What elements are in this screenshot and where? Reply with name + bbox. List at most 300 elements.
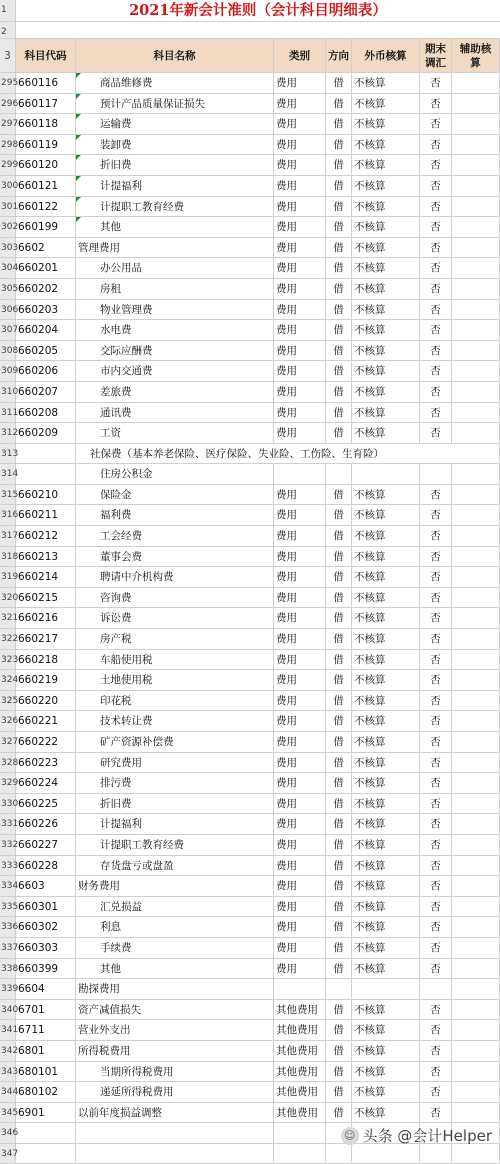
cell-direction[interactable]: 借: [326, 588, 352, 608]
cell-aux[interactable]: [452, 114, 500, 134]
cell-name[interactable]: 计提福利: [76, 176, 274, 196]
cell-aux[interactable]: [452, 608, 500, 628]
cell-period-end[interactable]: 否: [420, 1062, 452, 1082]
cell-period-end[interactable]: 否: [420, 547, 452, 567]
cell-fx-check[interactable]: 不核算: [352, 814, 420, 834]
cell-direction[interactable]: 借: [326, 670, 352, 690]
cell-period-end[interactable]: 否: [420, 382, 452, 402]
cell-code[interactable]: 660119: [16, 135, 76, 155]
cell-fx-check[interactable]: 不核算: [352, 341, 420, 361]
cell-direction[interactable]: 借: [326, 608, 352, 628]
cell-name[interactable]: 管理费用: [76, 238, 274, 258]
cell-category[interactable]: 费用: [274, 155, 326, 175]
cell-direction[interactable]: 借: [326, 753, 352, 773]
cell-fx-check[interactable]: 不核算: [352, 753, 420, 773]
cell-aux[interactable]: [452, 1041, 500, 1061]
cell-period-end[interactable]: 否: [420, 588, 452, 608]
cell-code[interactable]: 660118: [16, 114, 76, 134]
cell-direction[interactable]: 借: [326, 361, 352, 381]
row-number[interactable]: 335: [0, 897, 16, 917]
cell-name[interactable]: 其他: [76, 959, 274, 979]
cell-name[interactable]: 矿产资源补偿费: [76, 732, 274, 752]
cell-name[interactable]: 勘探费用: [76, 979, 274, 999]
cell-aux[interactable]: [452, 155, 500, 175]
row-number[interactable]: 344: [0, 1082, 16, 1102]
cell-period-end[interactable]: 否: [420, 650, 452, 670]
cell-code[interactable]: 660214: [16, 567, 76, 587]
row-number[interactable]: 321: [0, 608, 16, 628]
cell-aux[interactable]: [452, 176, 500, 196]
cell-name[interactable]: 预计产品质量保证损失: [76, 94, 274, 114]
cell-name[interactable]: 运输费: [76, 114, 274, 134]
cell-fx-check[interactable]: 不核算: [352, 1000, 420, 1020]
cell-period-end[interactable]: 否: [420, 1082, 452, 1102]
cell-code[interactable]: 6801: [16, 1041, 76, 1061]
cell-period-end[interactable]: 否: [420, 258, 452, 278]
cell-code[interactable]: 660226: [16, 814, 76, 834]
cell-category[interactable]: 费用: [274, 217, 326, 237]
cell-code[interactable]: 6711: [16, 1020, 76, 1040]
cell-code[interactable]: 6604: [16, 979, 76, 999]
cell-code[interactable]: [16, 1123, 76, 1143]
header-fx-check[interactable]: 外币核算: [352, 39, 420, 72]
cell-period-end[interactable]: 否: [420, 794, 452, 814]
cell-name[interactable]: 递延所得税费用: [76, 1082, 274, 1102]
cell-category[interactable]: 费用: [274, 917, 326, 937]
cell-direction[interactable]: 借: [326, 73, 352, 93]
cell-code[interactable]: 660302: [16, 917, 76, 937]
cell-period-end[interactable]: 否: [420, 959, 452, 979]
row-number[interactable]: 324: [0, 670, 16, 690]
cell-period-end[interactable]: 否: [420, 917, 452, 937]
row-number[interactable]: 306: [0, 300, 16, 320]
row-number[interactable]: 311: [0, 403, 16, 423]
cell-category[interactable]: 费用: [274, 485, 326, 505]
cell-fx-check[interactable]: 不核算: [352, 258, 420, 278]
cell-fx-check[interactable]: 不核算: [352, 176, 420, 196]
cell-aux[interactable]: [452, 197, 500, 217]
cell-fx-check[interactable]: 不核算: [352, 670, 420, 690]
cell-category[interactable]: 费用: [274, 361, 326, 381]
cell-aux[interactable]: [452, 938, 500, 958]
cell-direction[interactable]: 借: [326, 176, 352, 196]
row-number[interactable]: 304: [0, 258, 16, 278]
cell-direction[interactable]: 借: [326, 856, 352, 876]
cell-fx-check[interactable]: 不核算: [352, 711, 420, 731]
cell-code[interactable]: 660225: [16, 794, 76, 814]
cell-name[interactable]: 保险金: [76, 485, 274, 505]
cell-name[interactable]: 装卸费: [76, 135, 274, 155]
cell-name[interactable]: 手续费: [76, 938, 274, 958]
cell-period-end[interactable]: 否: [420, 1000, 452, 1020]
cell-category[interactable]: 费用: [274, 629, 326, 649]
cell-period-end[interactable]: 否: [420, 1020, 452, 1040]
cell-fx-check[interactable]: [352, 979, 420, 999]
cell-period-end[interactable]: 否: [420, 505, 452, 525]
blank-cell[interactable]: [16, 22, 500, 38]
cell-direction[interactable]: 借: [326, 876, 352, 896]
row-number[interactable]: 332: [0, 835, 16, 855]
cell-code[interactable]: 660122: [16, 197, 76, 217]
row-number[interactable]: 318: [0, 547, 16, 567]
header-name[interactable]: 科目名称: [76, 39, 274, 72]
cell-aux[interactable]: [452, 835, 500, 855]
cell-category[interactable]: 其他费用: [274, 1082, 326, 1102]
cell-period-end[interactable]: 否: [420, 176, 452, 196]
cell-period-end[interactable]: 否: [420, 856, 452, 876]
cell-category[interactable]: 其他费用: [274, 1000, 326, 1020]
cell-aux[interactable]: [452, 588, 500, 608]
cell-aux[interactable]: [452, 341, 500, 361]
cell-fx-check[interactable]: 不核算: [352, 94, 420, 114]
cell-name[interactable]: 福利费: [76, 505, 274, 525]
cell-direction[interactable]: 借: [326, 505, 352, 525]
row-number[interactable]: 315: [0, 485, 16, 505]
cell-category[interactable]: [274, 464, 326, 484]
cell-category[interactable]: 费用: [274, 505, 326, 525]
header-direction[interactable]: 方向: [326, 39, 352, 72]
cell-aux[interactable]: [452, 279, 500, 299]
cell-period-end[interactable]: 否: [420, 300, 452, 320]
cell-fx-check[interactable]: 不核算: [352, 876, 420, 896]
cell-name[interactable]: 折旧费: [76, 155, 274, 175]
cell-code[interactable]: 660224: [16, 773, 76, 793]
cell-code[interactable]: [16, 1144, 76, 1164]
cell-name[interactable]: 房租: [76, 279, 274, 299]
cell-aux[interactable]: [452, 547, 500, 567]
cell-period-end[interactable]: 否: [420, 835, 452, 855]
row-number[interactable]: 310: [0, 382, 16, 402]
cell-category[interactable]: 费用: [274, 403, 326, 423]
cell-aux[interactable]: [452, 320, 500, 340]
cell-period-end[interactable]: 否: [420, 814, 452, 834]
cell-code[interactable]: 660301: [16, 897, 76, 917]
cell-direction[interactable]: 借: [326, 938, 352, 958]
cell-fx-check[interactable]: 不核算: [352, 1041, 420, 1061]
cell-code[interactable]: 660120: [16, 155, 76, 175]
cell-category[interactable]: 费用: [274, 608, 326, 628]
cell-code[interactable]: [16, 464, 76, 484]
cell-direction[interactable]: [326, 979, 352, 999]
row-number[interactable]: 327: [0, 732, 16, 752]
cell-category[interactable]: 费用: [274, 794, 326, 814]
cell-fx-check[interactable]: 不核算: [352, 588, 420, 608]
cell-category[interactable]: 费用: [274, 938, 326, 958]
cell-name[interactable]: 土地使用税: [76, 670, 274, 690]
cell-aux[interactable]: [452, 959, 500, 979]
row-number[interactable]: 334: [0, 876, 16, 896]
cell-period-end[interactable]: 否: [420, 238, 452, 258]
cell-code[interactable]: 660199: [16, 217, 76, 237]
cell-direction[interactable]: 借: [326, 629, 352, 649]
cell-fx-check[interactable]: 不核算: [352, 135, 420, 155]
cell-name[interactable]: 水电费: [76, 320, 274, 340]
cell-name[interactable]: 聘请中介机构费: [76, 567, 274, 587]
row-number[interactable]: 322: [0, 629, 16, 649]
row-number[interactable]: 302: [0, 217, 16, 237]
row-number[interactable]: 333: [0, 856, 16, 876]
cell-fx-check[interactable]: [352, 1144, 420, 1164]
cell-period-end[interactable]: 否: [420, 485, 452, 505]
cell-code[interactable]: 660303: [16, 938, 76, 958]
cell-code[interactable]: 660121: [16, 176, 76, 196]
cell-fx-check[interactable]: 不核算: [352, 361, 420, 381]
cell-aux[interactable]: [452, 897, 500, 917]
cell-aux[interactable]: [452, 1103, 500, 1123]
cell-name[interactable]: 市内交通费: [76, 361, 274, 381]
cell-code[interactable]: 680102: [16, 1082, 76, 1102]
row-number[interactable]: 314: [0, 464, 16, 484]
cell-direction[interactable]: 借: [326, 897, 352, 917]
row-number[interactable]: 337: [0, 938, 16, 958]
cell-code[interactable]: 660204: [16, 320, 76, 340]
header-aux[interactable]: [452, 39, 500, 72]
cell-category[interactable]: 费用: [274, 73, 326, 93]
cell-direction[interactable]: 借: [326, 650, 352, 670]
cell-category[interactable]: 其他费用: [274, 1041, 326, 1061]
cell-aux[interactable]: [452, 238, 500, 258]
cell-period-end[interactable]: 否: [420, 279, 452, 299]
row-number[interactable]: 342: [0, 1041, 16, 1061]
cell-period-end[interactable]: 否: [420, 732, 452, 752]
cell-category[interactable]: 费用: [274, 197, 326, 217]
cell-period-end[interactable]: 否: [420, 217, 452, 237]
cell-name[interactable]: 折旧费: [76, 794, 274, 814]
row-number[interactable]: 2: [0, 22, 16, 38]
cell-period-end[interactable]: 否: [420, 526, 452, 546]
cell-category[interactable]: 费用: [274, 258, 326, 278]
cell-aux[interactable]: [452, 485, 500, 505]
cell-fx-check[interactable]: 不核算: [352, 1103, 420, 1123]
cell-category[interactable]: 费用: [274, 753, 326, 773]
cell-period-end[interactable]: 否: [420, 423, 452, 443]
cell-name[interactable]: 办公用品: [76, 258, 274, 278]
cell-direction[interactable]: 借: [326, 1000, 352, 1020]
row-number[interactable]: 309: [0, 361, 16, 381]
cell-code[interactable]: 6701: [16, 1000, 76, 1020]
row-number[interactable]: 326: [0, 711, 16, 731]
cell-code[interactable]: 660116: [16, 73, 76, 93]
cell-name[interactable]: 技术转让费: [76, 711, 274, 731]
row-number[interactable]: 339: [0, 979, 16, 999]
cell-period-end[interactable]: 否: [420, 341, 452, 361]
cell-direction[interactable]: 借: [326, 403, 352, 423]
row-number[interactable]: 1: [0, 0, 16, 21]
row-number[interactable]: 325: [0, 691, 16, 711]
cell-direction[interactable]: 借: [326, 279, 352, 299]
cell-fx-check[interactable]: 不核算: [352, 773, 420, 793]
row-number[interactable]: 328: [0, 753, 16, 773]
cell-period-end[interactable]: 否: [420, 567, 452, 587]
cell-code[interactable]: 660216: [16, 608, 76, 628]
cell-category[interactable]: 费用: [274, 114, 326, 134]
cell-fx-check[interactable]: 不核算: [352, 320, 420, 340]
cell-fx-check[interactable]: 不核算: [352, 238, 420, 258]
cell-code[interactable]: [16, 444, 76, 464]
cell-aux[interactable]: [452, 1144, 500, 1164]
cell-direction[interactable]: 借: [326, 567, 352, 587]
cell-category[interactable]: 费用: [274, 876, 326, 896]
row-number[interactable]: 336: [0, 917, 16, 937]
cell-aux[interactable]: [452, 464, 500, 484]
cell-name[interactable]: 财务费用: [76, 876, 274, 896]
cell-direction[interactable]: 借: [326, 794, 352, 814]
cell-code[interactable]: 660208: [16, 403, 76, 423]
cell-code[interactable]: 660210: [16, 485, 76, 505]
cell-direction[interactable]: 借: [326, 1103, 352, 1123]
cell-direction[interactable]: 借: [326, 526, 352, 546]
row-number[interactable]: 297: [0, 114, 16, 134]
cell-code[interactable]: 6901: [16, 1103, 76, 1123]
cell-category[interactable]: 费用: [274, 711, 326, 731]
cell-code[interactable]: 660206: [16, 361, 76, 381]
row-number[interactable]: 313: [0, 444, 16, 464]
cell-aux[interactable]: [452, 691, 500, 711]
cell-name[interactable]: 工会经费: [76, 526, 274, 546]
row-number[interactable]: 303: [0, 238, 16, 258]
cell-period-end[interactable]: 否: [420, 114, 452, 134]
cell-code[interactable]: 660223: [16, 753, 76, 773]
cell-name[interactable]: 通讯费: [76, 403, 274, 423]
cell-code[interactable]: 660211: [16, 505, 76, 525]
cell-code[interactable]: 660228: [16, 856, 76, 876]
cell-fx-check[interactable]: 不核算: [352, 1062, 420, 1082]
cell-period-end[interactable]: 否: [420, 897, 452, 917]
cell-name[interactable]: [76, 1123, 274, 1143]
cell-period-end[interactable]: 否: [420, 773, 452, 793]
cell-fx-check[interactable]: 不核算: [352, 505, 420, 525]
cell-aux[interactable]: [452, 135, 500, 155]
cell-period-end[interactable]: 否: [420, 753, 452, 773]
cell-name[interactable]: 董事会费: [76, 547, 274, 567]
cell-code[interactable]: 660117: [16, 94, 76, 114]
cell-name[interactable]: 计提福利: [76, 814, 274, 834]
cell-direction[interactable]: 借: [326, 1062, 352, 1082]
cell-name[interactable]: 营业外支出: [76, 1020, 274, 1040]
row-number[interactable]: 340: [0, 1000, 16, 1020]
cell-category[interactable]: [274, 1123, 326, 1143]
cell-code[interactable]: 660219: [16, 670, 76, 690]
row-number[interactable]: 301: [0, 197, 16, 217]
cell-category[interactable]: 费用: [274, 650, 326, 670]
cell-fx-check[interactable]: 不核算: [352, 650, 420, 670]
cell-fx-check[interactable]: 不核算: [352, 300, 420, 320]
cell-category[interactable]: 费用: [274, 959, 326, 979]
row-number[interactable]: 347: [0, 1144, 16, 1164]
cell-category[interactable]: 费用: [274, 320, 326, 340]
cell-name[interactable]: 所得税费用: [76, 1041, 274, 1061]
cell-aux[interactable]: [452, 711, 500, 731]
cell-aux[interactable]: [452, 794, 500, 814]
cell-aux[interactable]: [452, 505, 500, 525]
cell-name[interactable]: [76, 1144, 274, 1164]
cell-name[interactable]: 物业管理费: [76, 300, 274, 320]
cell-period-end[interactable]: 否: [420, 1041, 452, 1061]
row-number[interactable]: 330: [0, 794, 16, 814]
cell-code[interactable]: 660221: [16, 711, 76, 731]
cell-period-end[interactable]: 否: [420, 691, 452, 711]
cell-direction[interactable]: 借: [326, 1020, 352, 1040]
cell-aux[interactable]: [452, 856, 500, 876]
row-number[interactable]: 299: [0, 155, 16, 175]
cell-period-end[interactable]: [420, 979, 452, 999]
cell-fx-check[interactable]: 不核算: [352, 897, 420, 917]
cell-direction[interactable]: 借: [326, 217, 352, 237]
cell-name[interactable]: 车船使用税: [76, 650, 274, 670]
cell-code[interactable]: 660218: [16, 650, 76, 670]
cell-category[interactable]: 费用: [274, 773, 326, 793]
cell-direction[interactable]: 借: [326, 300, 352, 320]
cell-fx-check[interactable]: 不核算: [352, 794, 420, 814]
cell-name[interactable]: 利息: [76, 917, 274, 937]
cell-fx-check[interactable]: 不核算: [352, 526, 420, 546]
cell-direction[interactable]: 借: [326, 835, 352, 855]
cell-name[interactable]: 诉讼费: [76, 608, 274, 628]
cell-name[interactable]: 房产税: [76, 629, 274, 649]
cell-category[interactable]: [274, 1144, 326, 1164]
cell-period-end[interactable]: 否: [420, 876, 452, 896]
row-number[interactable]: 298: [0, 135, 16, 155]
cell-fx-check[interactable]: 不核算: [352, 1020, 420, 1040]
cell-category[interactable]: 费用: [274, 835, 326, 855]
cell-code[interactable]: 660209: [16, 423, 76, 443]
cell-aux[interactable]: [452, 629, 500, 649]
cell-name[interactable]: 计提职工教育经费: [76, 197, 274, 217]
cell-fx-check[interactable]: 不核算: [352, 114, 420, 134]
cell-aux[interactable]: [452, 979, 500, 999]
cell-aux[interactable]: [452, 94, 500, 114]
cell-name[interactable]: 咨询费: [76, 588, 274, 608]
cell-aux[interactable]: [452, 670, 500, 690]
cell-direction[interactable]: 借: [326, 1041, 352, 1061]
cell-category[interactable]: 其他费用: [274, 1062, 326, 1082]
cell-category[interactable]: 费用: [274, 382, 326, 402]
cell-direction[interactable]: [326, 464, 352, 484]
cell-aux[interactable]: [452, 732, 500, 752]
cell-fx-check[interactable]: 不核算: [352, 279, 420, 299]
row-number[interactable]: 300: [0, 176, 16, 196]
cell-fx-check[interactable]: 不核算: [352, 73, 420, 93]
cell-direction[interactable]: 借: [326, 197, 352, 217]
cell-fx-check[interactable]: 不核算: [352, 403, 420, 423]
cell-direction[interactable]: 借: [326, 711, 352, 731]
cell-direction[interactable]: [326, 1144, 352, 1164]
cell-period-end[interactable]: 否: [420, 629, 452, 649]
cell-aux[interactable]: [452, 1082, 500, 1102]
cell-direction[interactable]: 借: [326, 732, 352, 752]
cell-aux[interactable]: [452, 403, 500, 423]
cell-aux[interactable]: [452, 217, 500, 237]
cell-fx-check[interactable]: 不核算: [352, 959, 420, 979]
row-number[interactable]: 319: [0, 567, 16, 587]
cell-category[interactable]: 费用: [274, 94, 326, 114]
cell-fx-check[interactable]: 不核算: [352, 155, 420, 175]
row-number[interactable]: 3: [0, 39, 16, 72]
cell-category[interactable]: 费用: [274, 341, 326, 361]
row-number[interactable]: 312: [0, 423, 16, 443]
cell-name[interactable]: 汇兑损益: [76, 897, 274, 917]
cell-name[interactable]: 以前年度损益调整: [76, 1103, 274, 1123]
header-period-end[interactable]: [420, 39, 452, 72]
cell-name[interactable]: 存货盘亏或盘盈: [76, 856, 274, 876]
cell-category[interactable]: 费用: [274, 279, 326, 299]
cell-name[interactable]: 社保费（基本养老保险、医疗保险、失业险、工伤险、生育险）: [76, 444, 500, 464]
cell-name[interactable]: 其他: [76, 217, 274, 237]
cell-code[interactable]: 660222: [16, 732, 76, 752]
cell-fx-check[interactable]: 不核算: [352, 547, 420, 567]
row-number[interactable]: 341: [0, 1020, 16, 1040]
row-number[interactable]: 295: [0, 73, 16, 93]
